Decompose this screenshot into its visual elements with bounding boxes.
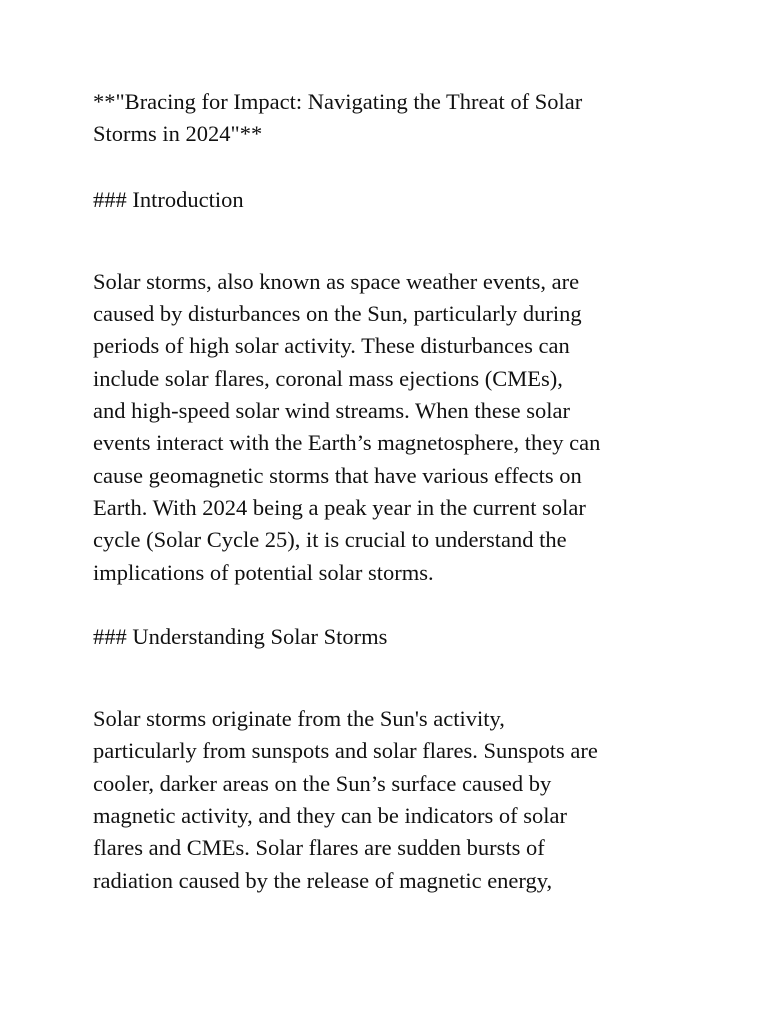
paragraph-line: and high-speed solar wind streams. When these solar: [93, 398, 570, 424]
document-body: [93, 86, 693, 929]
paragraph-line: flares and CMEs. Solar flares are sudden bursts of: [93, 835, 545, 861]
paragraph-line: include solar flares, coronal mass ejections (CMEs),: [93, 365, 563, 391]
paragraph-line: periods of high solar activity. These disturbances can: [93, 333, 570, 359]
paragraph-line: events interact with the Earth’s magnetosphere, they can: [93, 430, 601, 456]
paragraph-line: Earth. With 2024 being a peak year in the current solar: [93, 494, 586, 520]
paragraph-line: particularly from sunspots and solar flares. Sunspots are: [93, 738, 598, 764]
paragraph-line: implications of potential solar storms.: [93, 559, 434, 585]
document-title: [93, 86, 693, 151]
paragraph-line: cooler, darker areas on the Sun’s surface caused by: [93, 770, 552, 796]
paragraph-introduction: [93, 266, 693, 589]
title-line: Storms in 2024"**: [93, 121, 263, 147]
paragraph-line: caused by disturbances on the Sun, particularly during: [93, 301, 582, 327]
paragraph-line: magnetic activity, and they can be indicators of solar: [93, 803, 567, 829]
paragraph-understanding-solar-storms: [93, 703, 693, 897]
paragraph-line: Solar storms, also known as space weather events, are: [93, 268, 580, 294]
paragraph-line: Solar storms originate from the Sun's activity,: [93, 706, 505, 732]
paragraph-line: cycle (Solar Cycle 25), it is crucial to understand the: [93, 527, 567, 553]
paragraph-line: radiation caused by the release of magnetic energy,: [93, 867, 553, 893]
heading-introduction: ### Introduction: [93, 186, 244, 212]
title-line: **"Bracing for Impact: Navigating the Threat of Solar: [93, 89, 583, 114]
heading-understanding-solar-storms: ### Understanding Solar Storms: [93, 623, 388, 649]
paragraph-line: cause geomagnetic storms that have various effects on: [93, 462, 582, 488]
